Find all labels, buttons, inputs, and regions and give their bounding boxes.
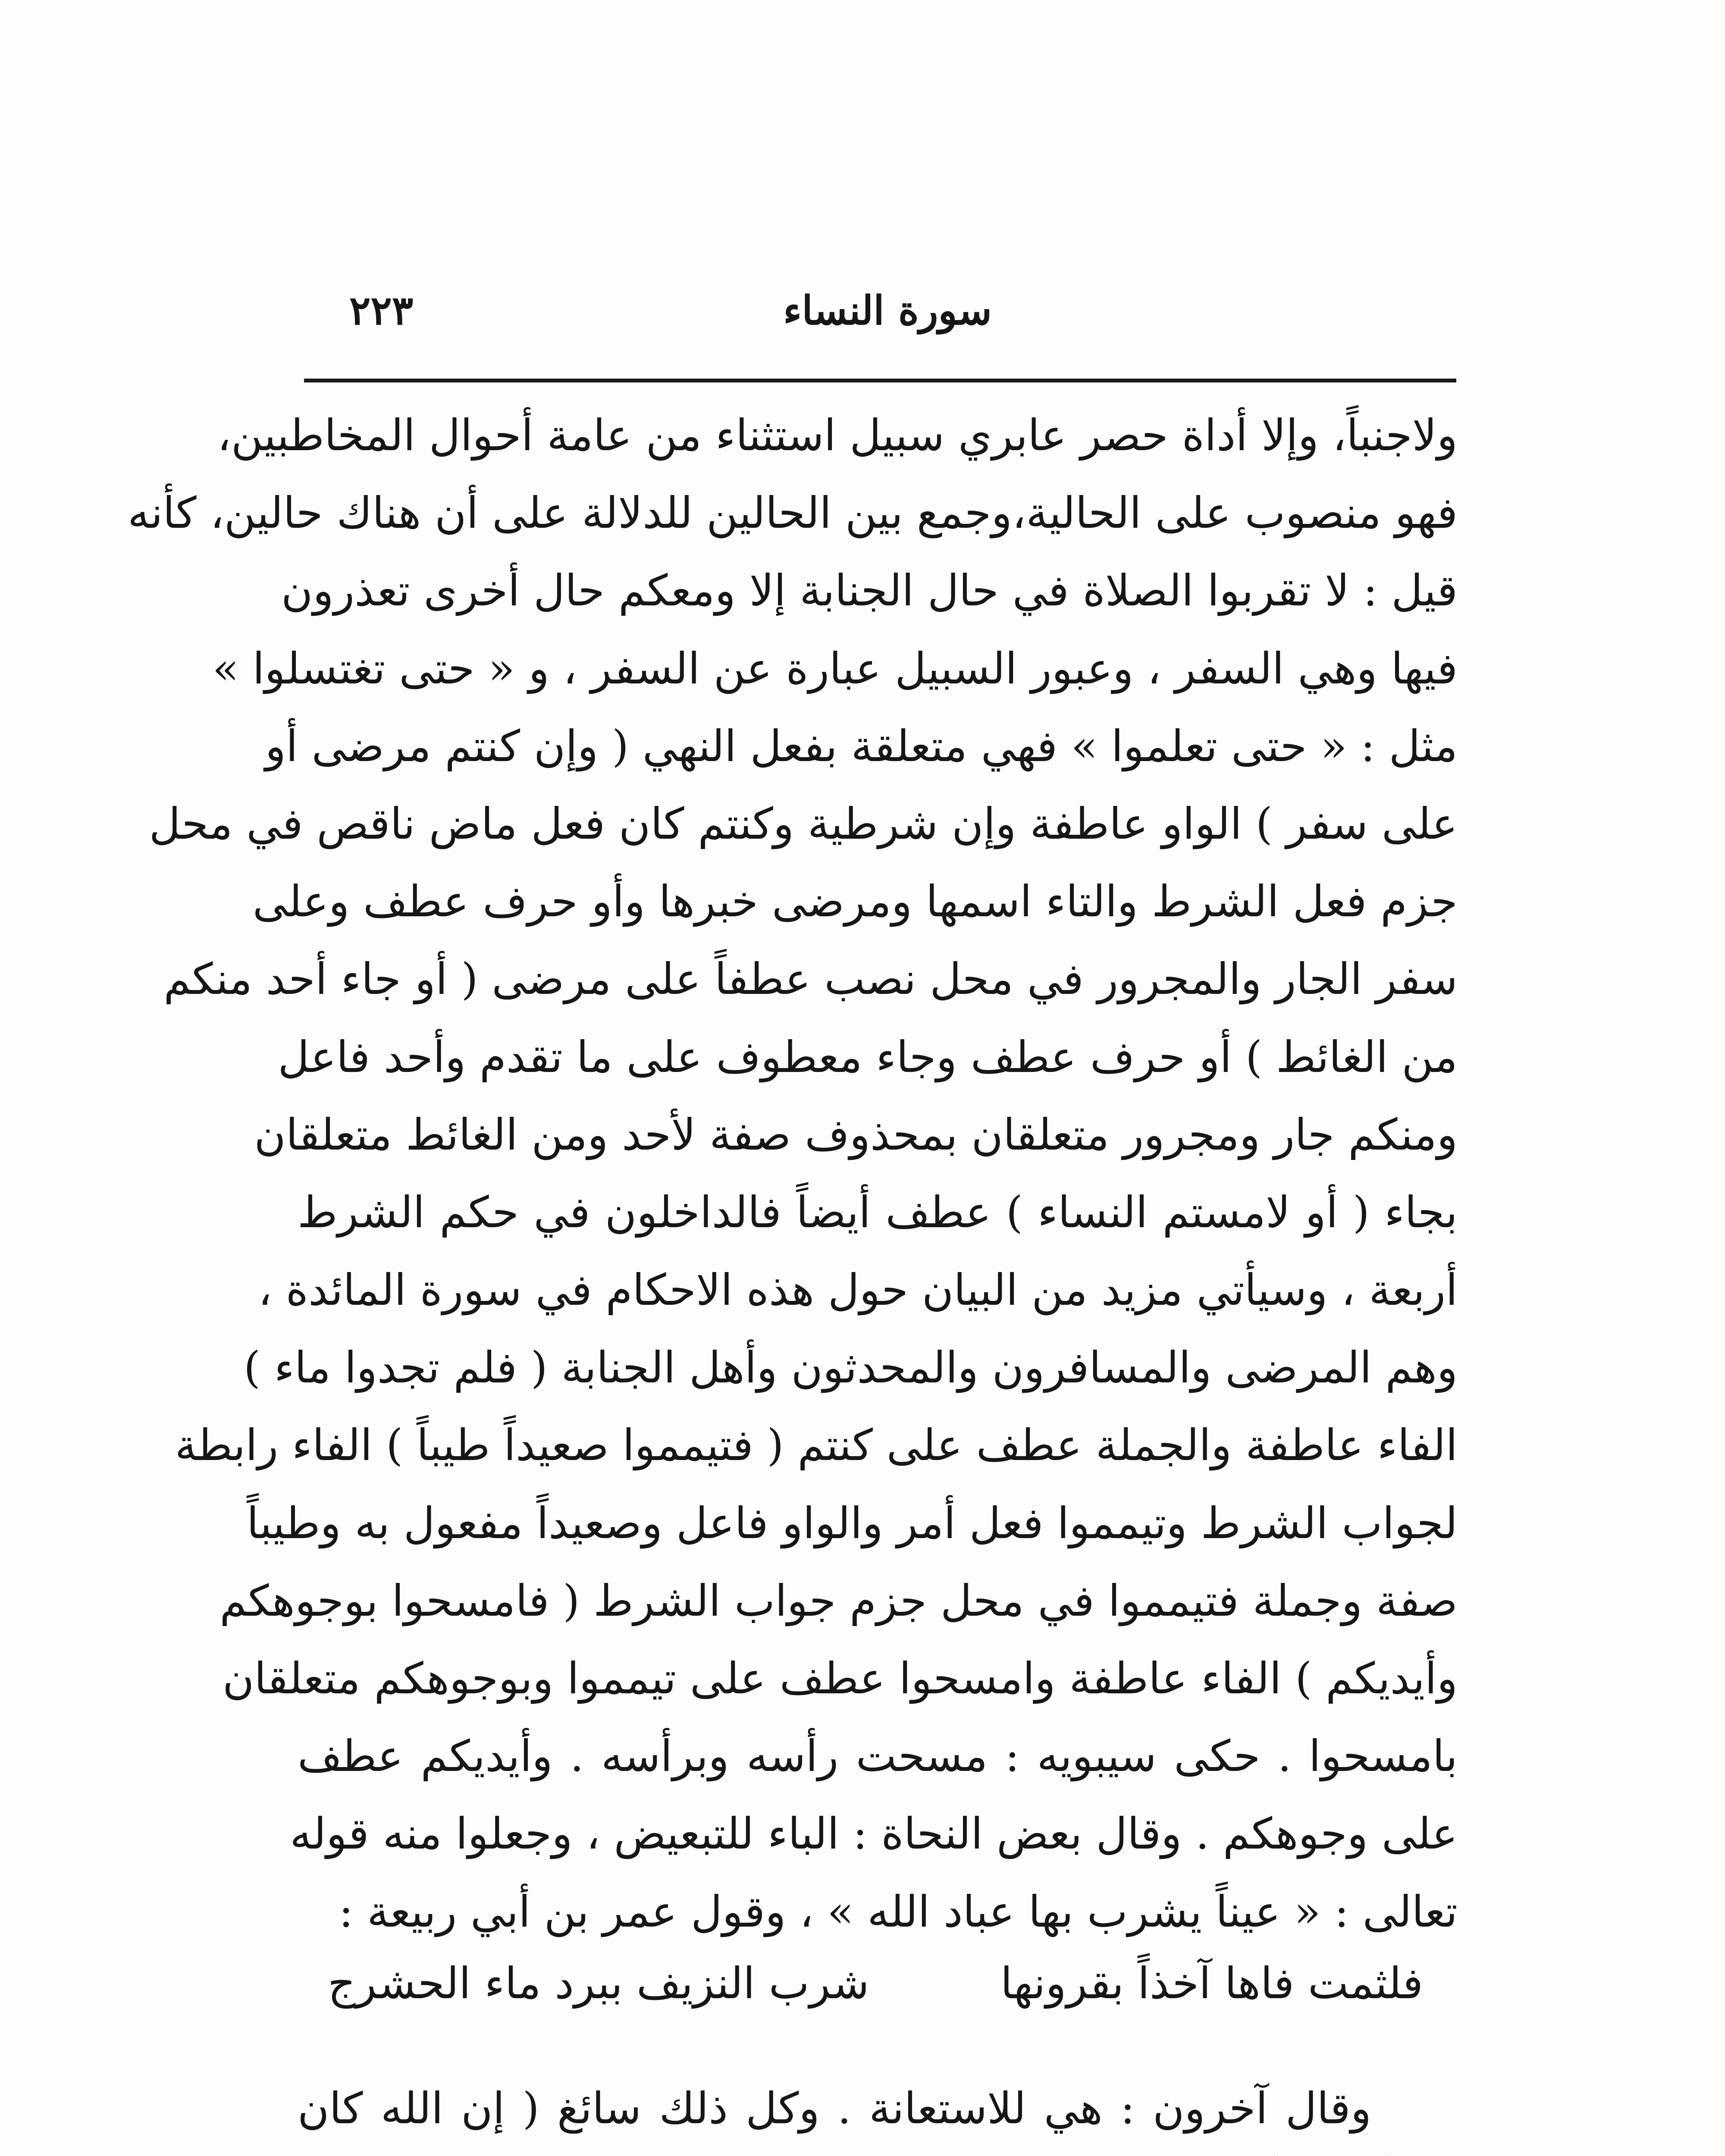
text-line: قيل : لا تقربوا الصلاة في حال الجنابة إلا ومعكم حال أخرى تعذرون (281, 565, 1458, 616)
text-line: لجواب الشرط وتيمموا فعل أمر والواو فاعل وصعيداً مفعول به وطيباً (247, 1498, 1458, 1548)
text-line: سفر الجار والمجرور في محل نصب عطفاً على مرضى ( أو جاء أحد منكم (163, 954, 1458, 1005)
text-line: الفاء عاطفة والجملة عطف على كنتم ( فتيمموا صعيداً طيباً ) الفاء رابطة (175, 1420, 1458, 1471)
text-line: تعالى : « عيناً يشرب بها عباد الله » ، وقول عمر بن أبي ربيعة : (339, 1886, 1458, 1937)
text-line: وأيديكم ) الفاء عاطفة وامسحوا عطف على تيمموا وبوجوهكم متعلقان (223, 1653, 1458, 1704)
text-line: وقال آخرون : هي للاستعانة . وكل ذلك سائغ ( إن الله كان (298, 2083, 1371, 2134)
verse-second-hemistich: شرب النزيف ببرد ماء الحشرج (328, 1958, 869, 2009)
page-number: ٢٢٣ (349, 287, 414, 334)
text-line: أربعة ، وسيأتي مزيد من البيان حول هذه الاحكام في سورة المائدة ، (258, 1265, 1458, 1316)
poetry-verse (328, 1945, 1423, 2022)
text-line: فهو منصوب على الحالية،وجمع بين الحالين للدلالة على أن هناك حالين، كأنه (128, 488, 1458, 539)
text-line: صفة وجملة فتيمموا في محل جزم جواب الشرط ( فامسحوا بوجوهكم (220, 1575, 1458, 1626)
text-line (298, 2147, 1458, 2156)
page-title: سورة النساء (783, 287, 992, 334)
header-rule (304, 379, 1456, 382)
text-line: فيها وهي السفر ، وعبور السبيل عبارة عن السفر ، و « حتى تغتسلوا » (212, 643, 1458, 694)
verse-first-hemistich: فلثمت فاها آخذاً بقرونها (1000, 1958, 1423, 2009)
text-line: مثل : « حتى تعلموا » فهي متعلقة بفعل النهي ( وإن كنتم مرضى أو (265, 721, 1458, 771)
text-line: وهم المرضى والمسافرون والمحدثون وأهل الجنابة ( فلم تجدوا ماء ) (244, 1342, 1458, 1393)
body-text (128, 397, 1458, 1951)
closing-paragraph (298, 2070, 1458, 2156)
text-line: بامسحوا . حكى سيبويه : مسحت رأسه وبرأسه . وأيديكم عطف (298, 1731, 1458, 1782)
text-line: ولاجنباً، وإلا أداة حصر عابري سبيل استثناء من عامة أحوال المخاطبين، (217, 410, 1458, 461)
text-line: على سفر ) الواو عاطفة وإن شرطية وكنتم كان فعل ماض ناقص في محل (149, 798, 1458, 849)
page-header (310, 276, 1458, 345)
text-line: بجاء ( أو لامستم النساء ) عطف أيضاً فالداخلون في حكم الشرط (298, 1187, 1458, 1238)
text-line: ومنكم جار ومجرور متعلقان بمحذوف صفة لأحد ومن الغائط متعلقان (254, 1109, 1458, 1160)
text-line: على وجوهكم . وقال بعض النحاة : الباء للتبعيض ، وجعلوا منه قوله (290, 1808, 1458, 1859)
text-line: جزم فعل الشرط والتاء اسمها ومرضى خبرها وأو حرف عطف وعلى (252, 876, 1458, 927)
text-line: من الغائط ) أو حرف عطف وجاء معطوف على ما تقدم وأحد فاعل (278, 1031, 1458, 1082)
